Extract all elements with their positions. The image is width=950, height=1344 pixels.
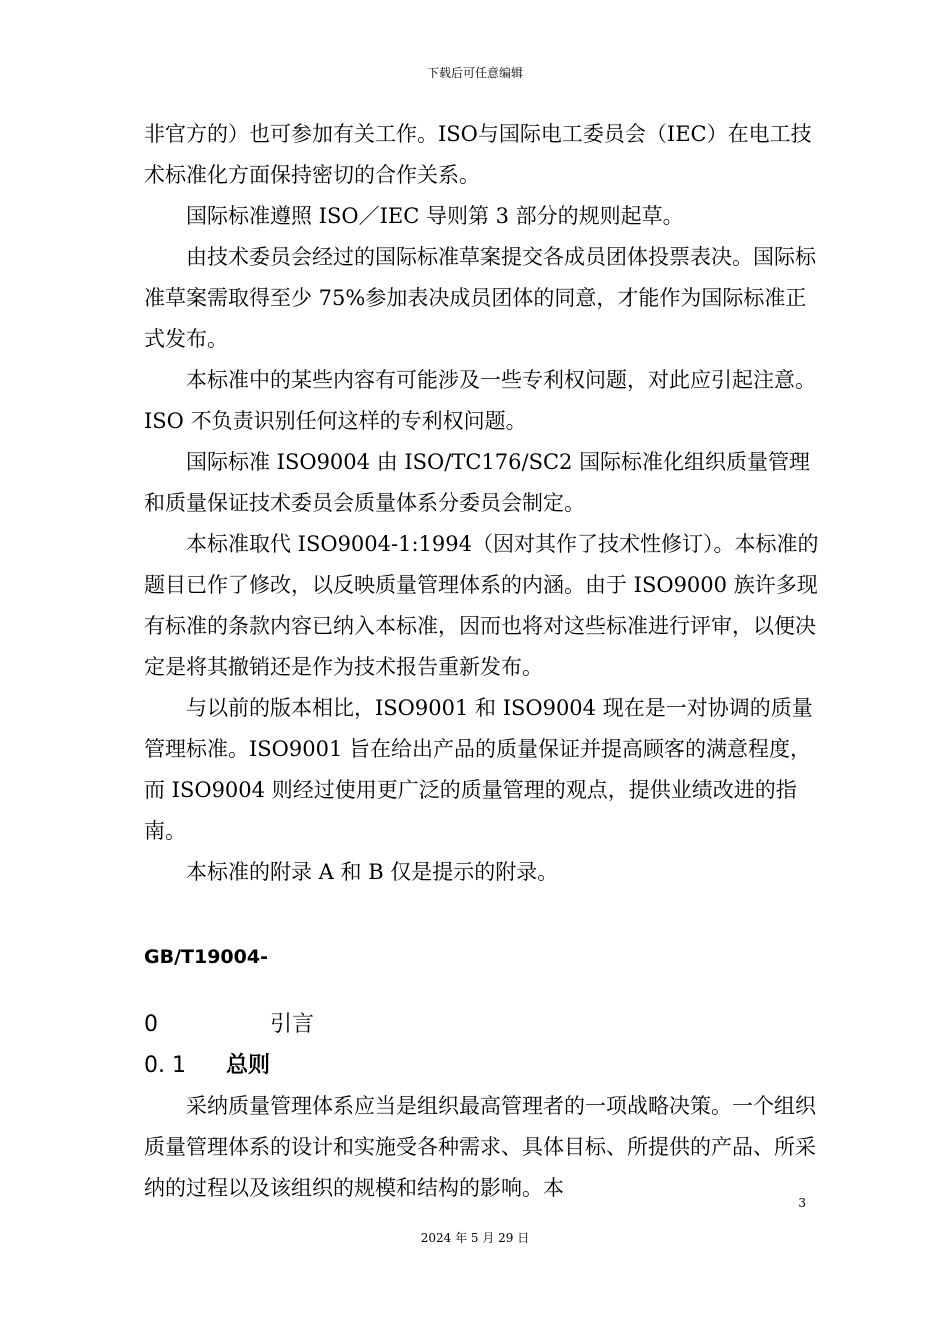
paragraph: 本标准中的某些内容有可能涉及一些专利权问题，对此应引起注意。ISO 不负责识别任何这样的专利权问题。 [144,368,816,433]
paragraph: 本标准取代 ISO9004-1:1994（因对其作了技术性修订）。本标准的题目已作了修改，以反映质量管理体系的内涵。由于 ISO9000 族许多现有标准的条款内容已纳入本标准，因而也将对这些标准进行评审，以便决定是将其撤销还是作为技术报告重新发布。 [144,532,819,679]
paragraph: 国际标准遵照 ISO／IEC 导则第 3 部分的规则起草。 [186,204,684,228]
section-heading [144,1004,824,1045]
paragraph: 非官方的）也可参加有关工作。ISO与国际电工委员会（IEC）在电工技术标准化方面保持密切的合作关系。 [144,122,812,187]
paragraph: 国际标准 ISO9004 由 ISO/TC176/SC2 国际标准化组织质量管理和质量保证技术委员会质量体系分委员会制定。 [144,450,811,515]
page-number: 3 [798,1196,806,1210]
section-number: 0 [144,1012,158,1037]
page-footer-date: 2024 年 5 月 29 日 [420,1231,530,1245]
subsection-number: 0. 1 [144,1053,186,1078]
subsection-heading [144,1045,824,1086]
paragraph: 与以前的版本相比，ISO9001 和 ISO9004 现在是一对协调的质量管理标准。ISO9001 旨在给出产品的质量保证并提高顾客的满意程度，而 ISO9004 则经过使用更广泛的质量管理的观点，提供业绩改进的指南。 [144,696,813,843]
document-body [144,114,824,1209]
section-title: 引言 [270,1012,315,1037]
paragraph: 采纳质量管理体系应当是组织最高管理者的一项战略决策。一个组织质量管理体系的设计和实施受各种需求、具体目标、所提供的产品、所采纳的过程以及该组织的规模和结构的影响。本 [144,1094,816,1200]
paragraph: 由技术委员会经过的国际标准草案提交各成员团体投票表决。国际标准草案需取得至少 75%参加表决成员团体的同意，才能作为国际标准正式发布。 [144,245,816,351]
page-header: 下载后可任意编辑 [426,66,523,80]
subsection-title: 总则 [226,1052,271,1078]
document-code: GB/T19004- [144,946,268,968]
paragraph: 本标准的附录 A 和 B 仅是提示的附录。 [186,860,559,884]
